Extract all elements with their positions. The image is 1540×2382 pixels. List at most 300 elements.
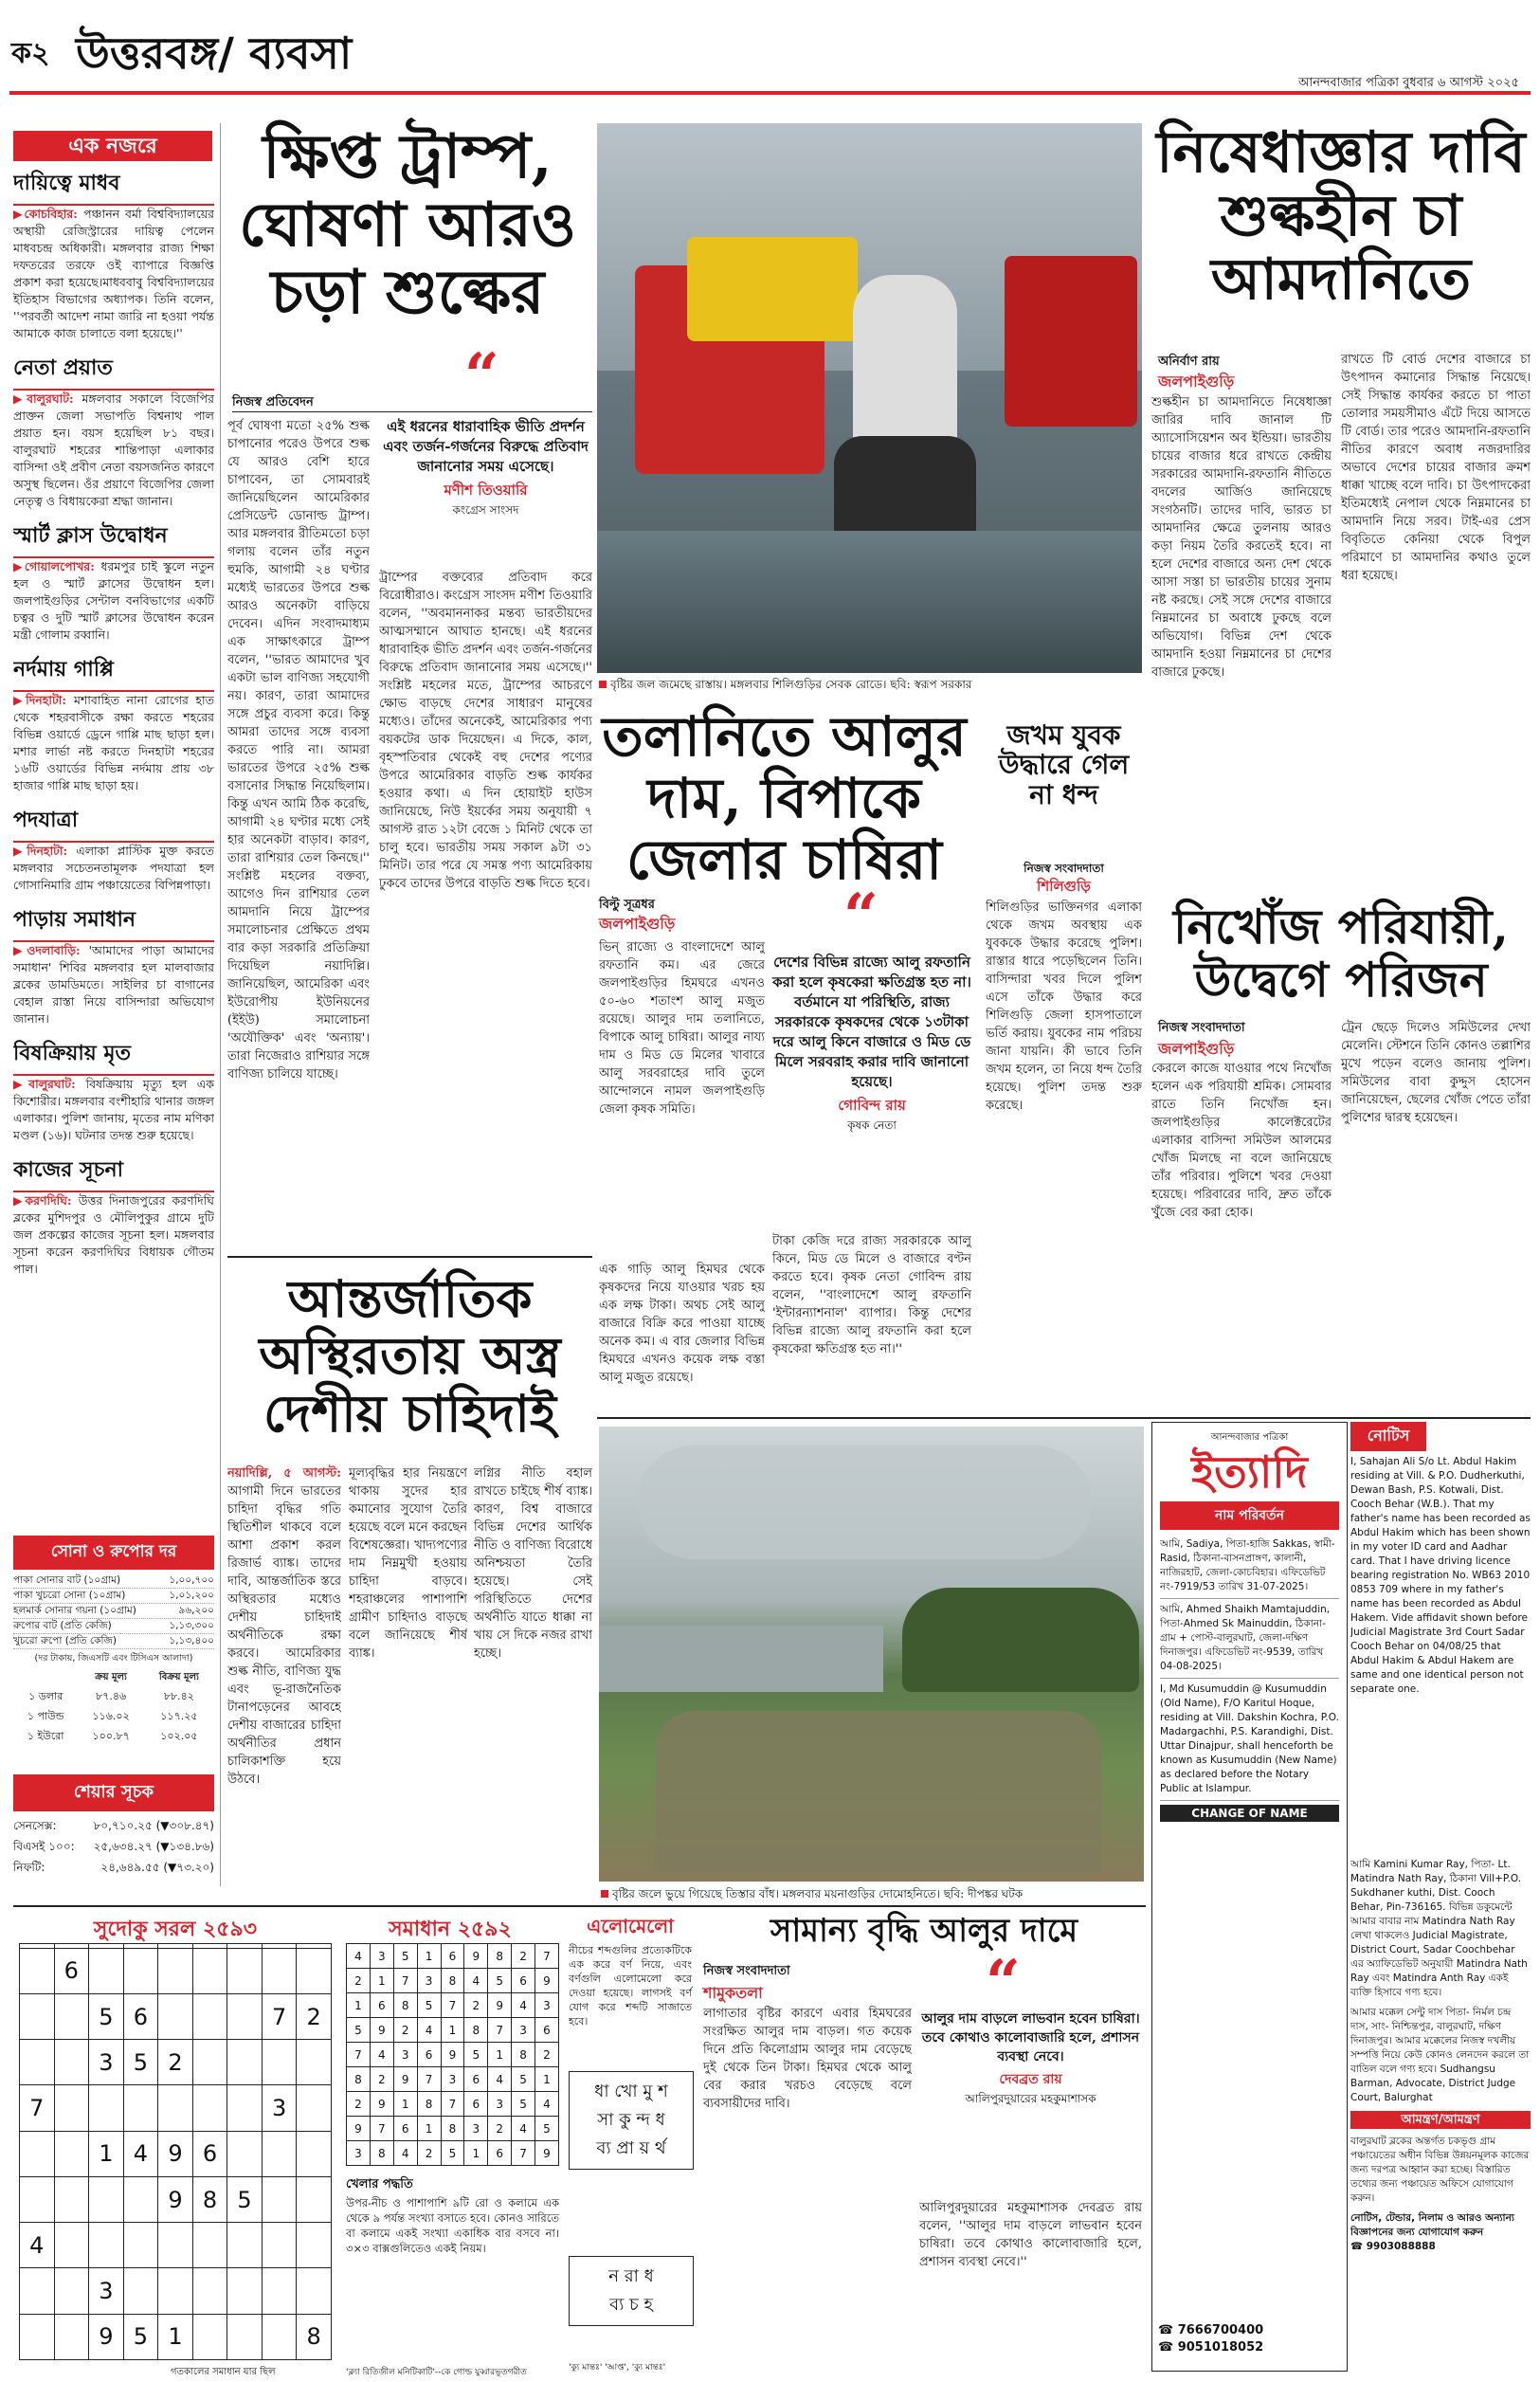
solution-cell: 4 (347, 1944, 371, 1969)
solution-cell: 5 (441, 2141, 464, 2166)
trump-quote-text: এই ধরনের ধারাবাহিক ভীতি প্রদর্শন এবং তর্জন-গর্জনের বিরুদ্ধে প্রতিবাদ জানানোর সময় এসেছে। (383, 418, 589, 475)
sudoku-cell[interactable]: 3 (89, 2268, 124, 2314)
sudoku-cell[interactable] (297, 2040, 332, 2085)
sudoku-cell[interactable] (89, 2085, 124, 2131)
sudoku-cell[interactable] (20, 2268, 55, 2314)
sudoku-cell[interactable]: 6 (192, 2131, 227, 2176)
alomelo-box (569, 2071, 694, 2170)
sudoku-cell[interactable] (192, 2268, 227, 2314)
solution-cell: 4 (512, 2117, 535, 2141)
sudoku-cell[interactable] (297, 2131, 332, 2176)
sudoku-cell[interactable]: 5 (123, 2040, 158, 2085)
trump-quote-role: কংগ্রেস সাংসদ (452, 503, 519, 517)
sudoku-cell[interactable] (262, 2131, 297, 2176)
tea-dateline: জলপাইগুড়ি (1158, 373, 1235, 391)
solution-cell: 9 (464, 1944, 488, 1969)
alomelo-title: এলোমেলো (587, 1915, 674, 1937)
solution-cell: 4 (512, 1993, 535, 2018)
solution-cell: 7 (417, 2067, 441, 2092)
sudoku-cell[interactable] (20, 2040, 55, 2085)
solution-cell: 8 (393, 1993, 417, 2018)
solution-cell: 8 (347, 2067, 371, 2092)
solution-cell: 8 (370, 2141, 393, 2166)
fx-row (13, 1687, 214, 1707)
sudoku-cell[interactable] (262, 2176, 297, 2222)
solution-cell: 1 (488, 2043, 512, 2067)
solution-cell: 3 (417, 1969, 441, 1993)
fx-cell: ১০০.৮৭ (92, 1730, 130, 1742)
notice-text-1: I, Sahajan Ali S/o Lt. Abdul Hakim residing at Vill. & P.O. Dudherkuthi, Dewan Bash, P.S. Kotwali, Dist. Cooch Behar (W.B.). That my father's name has been recorded as Abdul Hakim which has been shown in my voter ID card and Aadhar card. That I have driving licence bearing registration No. WB63 2010 0853 709 where in my father's name has been recorded as Abdul Hakem. Vide affidavit shown before Judicial Magistrate 3rd Court Sadar Cooch Behar on 04/08/25 that Abdul Hakim & Abdul Hakem are same and one identical person not separate one. (1350, 1456, 1531, 1695)
solution-cell: 7 (370, 2117, 393, 2141)
share-value: ২৪,৬৪৯.৫৫ (▼৭৩.২০) (100, 1861, 214, 1874)
potato-quote-text: দেশের বিভিন্ন রাজ্যে আলু রফতানি করা হলে কৃষকেরা ক্ষতিগ্রস্ত হত না। বর্তমানে যা পরিস্থিতি, রাজ্য সরকারকে কৃষকদের থেকে ১৩টাকা দরে আলু কিনে বাজারে ও মিড ডে মিলে সরবরাহ করার দাবি জানানো হয়েছে। (772, 954, 971, 1090)
potato-quote (772, 953, 971, 1136)
amantran-title: আমন্ত্রণ/আমন্ত্রণ (1350, 2111, 1531, 2129)
change-of-name-title: CHANGE OF NAME (1160, 1805, 1339, 1822)
solution-row (347, 2018, 559, 2043)
notice-contact: নোটিস, টেন্ডার, নিলাম ও আরও অন্যান্য বিজ্ঞাপনের জন্য যোগাযোগ করুন (1350, 2212, 1514, 2238)
gold-value: ১,১৩,৩০০ (169, 1620, 214, 1631)
brief-place: ▶দিনহাটা: (13, 844, 77, 858)
gold-value: ৯৬,২০০ (178, 1605, 214, 1616)
solution-cell: 5 (488, 1969, 512, 1993)
aloo-quote-text: আলুর দাম বাড়লে লাভবান হবেন চাষিরা। তবে কোথাও কালোবাজারি হলে, প্রশাসন ব্যবস্থা নেবে। (921, 2011, 1140, 2064)
potato-col1: ভিন্ রাজ্যে ও বাংলাদেশে আলু রফতানি কম। এর জেরে জলপাইগুড়ির হিমঘরে এখনও ৫০-৬০ শতাংশ আলু মজুত রয়েছে। আলুর দাম তলানিতে, বিপাকে আলু চাষিরা। আলুর নায্য দাম ও মিড ডে মিলের খাবারে আলু সরবরাহের দাবি তুলে আন্দোলনে নামল জলপাইগুড়ি জেলা কৃষক সমিতি। (599, 940, 765, 1117)
fx-table (13, 1669, 214, 1747)
sudoku-cell[interactable] (192, 2223, 227, 2268)
phone-number (1158, 2322, 1348, 2339)
sudoku-cell[interactable]: 9 (158, 2176, 193, 2222)
brief-place: ▶গোয়ালপোখর: (13, 559, 101, 573)
sudoku-cell[interactable]: 7 (20, 2085, 55, 2131)
section-title: উত্তরবঙ্গ/ ব্যবসা (76, 27, 353, 79)
solution-cell: 7 (441, 2092, 464, 2117)
trump-col2: ট্রাম্পের বক্তব্যের প্রতিবাদ করে বিরোধীরাও। কংগ্রেস সাংসদ মণীশ তিওয়ারি বলেন, ''অবমাননাকর মন্তব্য ভারতীয়দের আত্মসম্মানে আঘাত হানছে। এই ধরনের ধারাবাহিক ভীতি প্রদর্শন এবং তর্জন-গর্জনের বিরুদ্ধে প্রতিবাদ জানানোর সময় এসেছে।'' সংশ্লিষ্ট মহলের মতে, ট্রাম্পের আচরণে ক্ষোভ বাড়ছে দেশের সাধারণ মানুষের মধ্যেও। তাঁদের অনেকেই, আমেরিকার পণ্য বয়কটের ডাক দিয়েছেন। এ দিকে, কাল, বৃহস্পতিবার থেকেই বহু দেশের পণ্যের উপরে আমেরিকার বাড়তি শুল্ক কার্যকর হওয়ার কথা। এ দিন হোয়াইট হাউস জানিয়েছে, নিউ ইয়র্কের সময় অনুযায়ী ৭ আগস্ট রাত ১২টা বেজে ১ মিনিট থেকে তা চালু হবে। ভারতীয় সময় সকাল ৯টা ৩১ মিনিট। তার পরে যে সমস্ত পণ্য আমেরিকায় ঢুকবে তাদের উপরে বাড়তি শুল্ক দিতে হবে। (379, 571, 592, 891)
sudoku-cell[interactable] (192, 1948, 227, 1993)
missing-col2: ট্রেন ছেড়ে দিলেও সমিউলের দেখা মেলেনি। স্টেশনে তিনি কোনও তল্লাশির মুখে পড়েন বলেও জানায় পুলিশ। সমিউলের বাবা কুদ্দুস হোসেন জানিয়েছেন, ছেলের খোঁজ পেতে তাঁরা পুলিশের দ্বারস্থ হয়েছেন। (1341, 1021, 1531, 1125)
notice-text-3: আমি Kamini Kumar Ray, পিতা- Lt. Matindra Nath Ray, ঠিকানা Vill+P.O. Sukdhaner kuthi, Dist. Cooch Behar, Pin-736165. বিভিন্ন ডকুমেন্টে আমার বাবার নাম Matindra Nath Ray লেখা থাকলেও Judicial Magistrate, District Court, Sadar Coochbehar এর অ্যাফিডেভিট অনুযায়ী Matindra Nath Ray এবং Matindra Anth Ray একই ব্যক্তি হিসাবে গণ্য হবে। (1350, 1859, 1528, 1998)
phone-numbers (1158, 2322, 1348, 2356)
sudoku-row (20, 1993, 332, 2039)
sudoku-cell[interactable] (227, 2268, 263, 2314)
solution-cell: 9 (393, 2067, 417, 2092)
solution-row (347, 1944, 559, 1969)
solution-cell: 2 (417, 2141, 441, 2166)
caption-marker-icon (601, 1890, 608, 1898)
sudoku-row (20, 2040, 332, 2085)
solution-cell: 3 (347, 2141, 371, 2166)
solution-cell: 1 (417, 2117, 441, 2141)
sudoku-cell[interactable]: 2 (158, 2040, 193, 2085)
solution-cell: 2 (535, 2043, 559, 2067)
sudoku-cell[interactable] (297, 2085, 332, 2131)
sudoku-cell[interactable] (54, 2176, 89, 2222)
notice-text-4: আমার মক্কেল সেন্টু দাস পিতা- নির্মল চন্দ্র দাস, সাং- নিশ্চিন্তপুর, বালুরঘাট, দক্ষিণ দিনাজপুর। আমার মক্কেলের নিজস্ব দখলীয় সম্পত্তি নিয়ে কেউ কোনও লেনদেন করলে তা বাতিল বলে গণ্য হবে। Sudhangsu Barman, Advocate, District Judge Court, Balurghat (1350, 2007, 1530, 2103)
brief-item (13, 903, 214, 1027)
share-name: বিএসই ১০০: (13, 1840, 75, 1853)
alomelo-rules (346, 2175, 559, 2256)
embankment (656, 1711, 1101, 1872)
solution-cell: 4 (464, 1969, 488, 1993)
brief-place: ▶ওদলাবাড়ি: (13, 943, 89, 957)
trump-byline: নিজস্ব প্রতিবেদন (232, 395, 314, 409)
sudoku-cell[interactable] (20, 1993, 55, 2039)
share-title: শেয়ার সূচক (13, 1774, 214, 1811)
phone-icon: ☎ (1350, 2241, 1367, 2252)
solution-cell: 1 (347, 1993, 371, 2018)
solution-cell: 9 (370, 2018, 393, 2043)
sudoku-row (20, 2131, 332, 2176)
alomelo-answer: 'ক্যু মান্তঃ' 'আপ্ত', 'ক্যু মান্তঃ' (569, 2363, 666, 2373)
sudoku-cell[interactable] (158, 2223, 193, 2268)
solution-cell: 7 (393, 1969, 417, 1993)
share-panel (13, 1774, 214, 1878)
sudoku-cell[interactable] (158, 2085, 193, 2131)
solution-cell: 9 (441, 2043, 464, 2067)
sudoku-cell[interactable] (158, 1948, 193, 1993)
sudoku-cell[interactable] (20, 1948, 55, 1993)
fx-header-cell (13, 1669, 78, 1687)
sudoku-cell[interactable] (20, 2131, 55, 2176)
notice-title: নোটিস (1350, 1422, 1426, 1451)
sudoku-cell[interactable]: 5 (123, 2314, 158, 2359)
water-splash (597, 531, 1142, 673)
sudoku-cell[interactable]: 7 (262, 1993, 297, 2039)
sudoku-cell[interactable] (227, 1948, 263, 1993)
sudoku-cell[interactable] (54, 2131, 89, 2176)
sudoku-cell[interactable] (54, 2314, 89, 2359)
brief-body (13, 558, 214, 644)
sudoku-cell[interactable] (54, 2040, 89, 2085)
phone-icon: ☎ (1158, 2340, 1178, 2355)
gold-row (13, 1589, 214, 1604)
sudoku-cell[interactable]: 1 (89, 2131, 124, 2176)
brief-heading: স্মার্ট ক্লাস উদ্বোধন (13, 519, 214, 558)
solution-cell: 5 (393, 1944, 417, 1969)
sudoku-cell[interactable]: 6 (54, 1948, 89, 1993)
brief-item (13, 1154, 214, 1278)
missing-dateline: জলপাইগুড়ি (1158, 1040, 1235, 1058)
solution-cell: 8 (441, 1969, 464, 1993)
gold-value: ১,১৩,৪০০ (169, 1635, 214, 1646)
aloo-quote (919, 2009, 1142, 2108)
solution-cell: 9 (488, 1993, 512, 2018)
intl-col3: লগ্নির নীতি বহাল রাখতে চাইছে শীর্ষ ব্যাঙ্ক। কারণ, বিশ্ব বাজারে বিভিন্ন দেশের আর্থিক নীতি ও বাণিজ্য বিরোধে অনিশ্চয়তা তৈরি হয়েছে। সেই পরিস্থিতিতে দেশের অর্থনীতি যাতে ধাক্কা না খায় সে দিকে নজর রাখা হচ্ছে। (474, 1466, 592, 1661)
trump-col1: পূর্ব ঘোষণা মতো ২৫% শুল্ক চাপানোর পরেও উপরে শুল্ক যে আরও বেশি হারে চাপাবেন, তা সোমবারই জানিয়েছিলেন আমেরিকার প্রেসিডেন্ট ডোনাল্ড ট্রাম্প। আর মঙ্গলবার রীতিমতো চড়া গলায় বলেন তাঁর নতুন হুমকি, আগামী ২৪ ঘণ্টার মধ্যেই ভারতের উপরে শুল্ক আরও অনেকটা বাড়িয়ে দেবেন। এদিন সংবাদমাধ্যম এক সাক্ষাৎকারে ট্রাম্প বলেন, ''ভারত আমাদের খুব একটা ভাল বাণিজ্য সহযোগী নয়। কারণ, তারা আমাদের সঙ্গে প্রচুর ব্যবসা করে। কিন্তু আমরা তাদের সঙ্গে ব্যবসা করতে পারি না। আমরা ভারতের উপরে ২৫% শুল্ক বসানোর সিদ্ধান্ত নিয়েছিলাম। কিন্তু এখন আমি ঠিক করেছি, আগামী ২৪ ঘণ্টার মধ্যে সেই হার অনেকটা বাড়াব। কারণ, তারা রাশিয়ার তেল কিনছে।'' সংশ্লিষ্ট মহলের বক্তব্য, আগেও দিন রাশিয়ার তেল আমদানি নিয়ে ট্রাম্পের সমালোচনার প্রেক্ষিতে প্রথম বার কড়া সরকারি প্রতিক্রিয়া দিয়েছিল নয়াদিল্লি। জানিয়েছিল, আমেরিকা এবং ইউরোপীয় ইউনিয়নের (ইইউ) সমালোচনা 'অযৌক্তিক' এবং 'অন্যায়'। তারা নিজেরাও রাশিয়ার সঙ্গে বাণিজ্য চালিয়ে যাচ্ছে। (227, 419, 370, 1082)
sudoku-cell[interactable] (227, 2131, 263, 2176)
missing-headline: নিখোঁজ পরিযায়ী, উদ্বেগে পরিজন (1173, 899, 1509, 1008)
rules-text: উপর-নীচ ও পাশাপাশি ৯টি রো ও কলামে এক থেকে ৯ পর্যন্ত সংখ্যা বসাতে হবে। কোনও সারিতে বা কলামে একই সংখ্যা একাধিক বার বসবে না। ৩×৩ বাক্সগুলিতেও একই নিয়ম। (346, 2196, 559, 2255)
aloo-dateline: শামুকতলা (703, 1984, 763, 2002)
brief-body (13, 206, 214, 342)
share-rows (13, 1815, 214, 1878)
brief-item (13, 519, 214, 644)
solution-cell: 3 (464, 2117, 488, 2141)
fx-cell: ৮৭.৪৬ (96, 1690, 127, 1702)
fx-header-cell: ক্রয় মূল্য (95, 1672, 127, 1682)
classified-ad: আমি, Ahmed Shaikh Mamtajuddin, পিতা-Ahmed Sk Mainuddin, ঠিকানা-গ্রাম + পোস্ট-বালুরঘাট, জেলা-দক্ষিণ দিনাজপুর। এফিডেভিট নং-9539, তারিখ 04-08-2025। (1160, 1599, 1339, 1679)
aloo-headline: সামান্য বৃদ্ধি আলুর দামে (770, 1912, 1078, 1950)
solution-cell: 8 (417, 2092, 441, 2117)
sudoku-row (20, 2268, 332, 2314)
brief-body (13, 1076, 214, 1144)
sudoku-cell[interactable] (192, 2040, 227, 2085)
ityadi-title: ইত্যাদি (1191, 1446, 1308, 1498)
aloo-text-2: আলিপুরদুয়ারের মহকুমাশাসক দেবব্রত রায় বলেন, ''আলুর দাম বাড়লে লাভবান হবেন চাষিরা। তবে কোথাও কালোবাজারি হলে, প্রশাসন ব্যবস্থা নেবে।'' (919, 2201, 1142, 2269)
river-caption-text: বৃষ্টির জলে ভুয়ে গিয়েছে তিস্তার বাঁধ। মঙ্গলবার ময়নাগুড়ির দোমোহনিতে। ছবি: দীপঙ্কর ঘটক (612, 1887, 1024, 1900)
gold-panel (13, 1536, 214, 1747)
phone-number (1350, 2240, 1531, 2254)
share-row (13, 1857, 214, 1878)
rain-caption (599, 677, 1144, 692)
caption-marker-icon (599, 681, 607, 688)
intl-headline: আন্তর্জাতিক অস্থিরতায় অস্ত্র দেশীয় চাহিদাই (259, 1268, 561, 1444)
sudoku-cell[interactable] (20, 2176, 55, 2222)
sudoku-cell[interactable] (227, 2040, 263, 2085)
tea-headline: নিষেধাজ্ঞার দাবি শুল্কহীন চা আমদানিতে (1156, 119, 1526, 314)
sudoku-cell[interactable] (89, 2176, 124, 2222)
sudoku-cell[interactable] (89, 2223, 124, 2268)
aloo-byline: নিজস্ব সংবাদদাতা (703, 1964, 790, 1978)
solution-cell: 4 (535, 2092, 559, 2117)
solution-cell: 8 (464, 2018, 488, 2043)
solution-cell: 3 (512, 2018, 535, 2043)
tea-col1: শুল্কহীন চা আমদানিতে নিষেধাজ্ঞা জারির দাবি জানাল টি অ্যাসোসিয়েশন অব ইন্ডিয়া। ভারতীয় চায়ের বাজার ধরে রাখতে কেন্দ্রীয় সরকারের আমদানি-রফতানি নীতিতে বদলের আর্জিও জানিয়েছে সংগঠনটি। তাদের দাবি, ভারত চা আমদানির ক্ষেত্রে তুলনায় আরও কড়া নিয়ম তৈরি করতেই হবে। না হলে দেশের বাজারে অন্য দেশ থেকে আসা সস্তা চা ভারতীয় চায়ের সুনাম নষ্ট করছে। সেই সঙ্গে দেশের বাজারে নিম্নমানের চা অবাধে ঢুকছে বলে অভিযোগ। বিভিন্ন দেশ থেকে আমদানি হওয়া নিম্নমানের চা দেশের বাজারে ঢুকছে। (1151, 395, 1332, 680)
solution-cell: 7 (347, 2043, 371, 2067)
sudoku-row (20, 2314, 332, 2359)
brief-text: এলাকা প্লাস্টিক মুক্ত করতে মঙ্গলবার সচেতনতামূলক পদযাত্রা হল গোসানিমারি গ্রাম পঞ্চায়েতের বিপিন্নপাড়া। (13, 844, 214, 892)
alomelo-row: ব্য চ হ (609, 2295, 653, 2315)
solution-title: সমাধান ২৫৯২ (389, 1917, 512, 1941)
fx-row (13, 1727, 214, 1747)
sudoku-cell[interactable] (262, 2223, 297, 2268)
phone-icon: ☎ (1158, 2323, 1178, 2337)
sudoku-cell[interactable] (262, 2268, 297, 2314)
sudoku-row (20, 1948, 332, 1993)
brief-body (13, 942, 214, 1027)
solution-cell: 7 (535, 1944, 559, 1969)
sidebar-briefs (13, 167, 214, 1503)
notice-text-5: বালুরঘাট ব্লকের অন্তর্গত চকভৃগু গ্রাম পঞ্চায়েতের অধীন বিভিন্ন উন্নয়নমূলক কাজের জন্য দরপত্র আহ্বান করা হচ্ছে। বিস্তারিত তথ্যের জন্য পঞ্চায়েত অফিসে যোগাযোগ করুন। (1350, 2136, 1530, 2204)
sudoku-cell[interactable]: 9 (158, 2131, 193, 2176)
brief-item (13, 653, 214, 794)
notice-text-2 (1151, 1422, 1152, 1423)
sudoku-cell[interactable] (158, 1993, 193, 2039)
sudoku-cell[interactable]: 6 (123, 1993, 158, 2039)
sudoku-cell[interactable]: 8 (297, 2314, 332, 2359)
byline-rule (232, 411, 592, 412)
fx-cell: ১০২.০৫ (160, 1730, 198, 1742)
sudoku-title: সুদোকু সরল ২৫৯৩ (93, 1917, 258, 1941)
sudoku-cell[interactable]: 8 (192, 2176, 227, 2222)
gold-row (13, 1604, 214, 1619)
sudoku-cell[interactable]: 4 (123, 2131, 158, 2176)
sudoku-cell[interactable]: 1 (158, 2314, 193, 2359)
brief-text: বিষক্রিয়ায় মৃত্যু হল এক কিশোরীর। মঙ্গলবার বংশীহারি থানার জঙ্গল এলাকার। পুলিশ জানায়, মৃতের নাম মণিকা মণ্ডল (১৬)। ঘটনার তদন্ত শুরু হয়েছে। (13, 1077, 214, 1142)
solution-cell: 7 (488, 2018, 512, 2043)
sudoku-cell[interactable] (158, 2268, 193, 2314)
solution-cell: 8 (441, 2117, 464, 2141)
gold-note: (দর টাকায়, জিএসটি এবং টিসিএস আলাদা) (34, 1653, 193, 1664)
solution-cell: 2 (347, 1969, 371, 1993)
solution-cell: 7 (441, 1993, 464, 2018)
missing-byline: নিজস্ব সংবাদদাতা (1158, 1021, 1245, 1035)
gold-label: পাকা খুচরো সোনা (১০গ্রাম) (13, 1590, 126, 1601)
aloo-quote-name: দেবব্রত রায় (999, 2072, 1062, 2087)
alomelo-row: ব্য প্রা য় র্থ (596, 2138, 666, 2158)
notice-col (1350, 1858, 1531, 2370)
solution-cell: 2 (488, 2117, 512, 2141)
phone-2: 9051018052 (1177, 2340, 1264, 2355)
solution-grid (346, 1943, 559, 2166)
intl-col2: মূল্যবৃদ্ধির হার নিয়ন্ত্রণে থাকায় সুদের হার কমানোর সুযোগ তৈরি হয়েছে বলে মনে করছেন বিশেষজ্ঞেরা। খাদ্যপণ্যের দাম নিম্নমুখী হওয়ায় চাহিদা বাড়বে। শহরাঞ্চলের পাশাপাশি গ্রামীণ চাহিদাও বাড়ছে বলে জানিয়েছে শীর্ষ ব্যাঙ্ক। (349, 1466, 467, 1661)
sudoku-cell[interactable]: 3 (89, 2040, 124, 2085)
fx-cell: ১১৭.২৫ (160, 1710, 198, 1722)
sidebar-header (13, 131, 212, 161)
sudoku-cell[interactable] (297, 2176, 332, 2222)
solution-cell: 5 (417, 1993, 441, 2018)
sudoku-cell[interactable] (192, 1993, 227, 2039)
sudoku-cell[interactable] (54, 2085, 89, 2131)
sudoku-cell[interactable] (123, 2085, 158, 2131)
brief-body (13, 1192, 214, 1278)
phone-3: 9903088888 (1366, 2241, 1436, 2252)
brief-heading: দায়িত্বে মাধব (13, 167, 214, 206)
ityadi-panel (1151, 1422, 1348, 2372)
intl-col1-text: আগামী দিনে ভারতের চাহিদা বৃদ্ধির গতি স্থিতিশীল থাকবে বলে আশা প্রকাশ করল রিজার্ভ ব্যাঙ্ক। তাদের দাবি, আন্তর্জাতিক স্তরে অস্থিরতার মধ্যেও দেশীয় চাহিদাই অর্থনীতিকে রক্ষা করবে। আমেরিকার শুল্ক নীতি, বাণিজ্য যুদ্ধ এবং ভূ-রাজনৈতিক টানাপড়েনের আবহে দেশীয় বাজারের চাহিদা অর্থনীতির প্রধান চালিকাশক্তি হয়ে উঠবে। (227, 1484, 341, 1787)
brief-heading: নেতা প্রয়াত (13, 352, 214, 391)
gold-title: সোনা ও রুপোর দর (13, 1536, 214, 1570)
share-value: ৮০,৭১০.২৫ (▼৩০৮.৪৭) (93, 1819, 214, 1832)
solution-row (347, 2067, 559, 2092)
sudoku-cell[interactable] (20, 2314, 55, 2359)
solution-cell: 3 (441, 2067, 464, 2092)
gold-value: ১,০১,২০০ (169, 1590, 214, 1601)
brief-body (13, 843, 214, 894)
trump-quote-name: মণীশ তিওয়ারি (444, 482, 528, 499)
aloo-text: লাগাতার বৃষ্টির কারণে এবার হিমঘরের সংরক্ষিত আলুর দাম বাড়ল। গত কয়েক দিনে প্রতি কিলোগ্রাম আলুর দাম বেড়েছে দুই থেকে তিন টাকা। হিমঘর থেকে আলু বের করার খরচও বেড়েছে বলে ব্যবসায়ীদের দাবি। (703, 2007, 912, 2111)
section-rule (13, 1905, 1146, 1907)
solution-row (347, 1969, 559, 1993)
sudoku-cell[interactable] (54, 1993, 89, 2039)
classified-ad: I, Md Kusumuddin @ Kusumuddin (Old Name), F/O Karitul Hoque, residing at Vill. Dakshin Kochra, P.O. Madargachhi, P.S. Karandighi, Dist. Uttar Dinajpur, shall henceforth be known as Kusumuddin (New Name) as declared before the Notary Public at Islampur. (1160, 1679, 1339, 1801)
solution-cell: 3 (535, 1993, 559, 2018)
brief-place: ▶বালুরঘাট: (13, 1077, 86, 1091)
brief-heading: পাড়ায় সমাধান (13, 903, 214, 942)
gold-value: ১,০০,৭০০ (169, 1574, 214, 1586)
solution-row (347, 2141, 559, 2166)
brief-place: ▶দিনহাটা: (13, 693, 74, 707)
potato-col3: টাকা কেজি দরে রাজ্য সরকারকে আলু কিনে, মিড ডে মিলে ও বাজারে বণ্টন করতে হবে। কৃষক নেতা গোবিন্দ রায় বলেন, ''বাংলাদেশে আলু রফতানি 'ইন্টারন্যাশনাল' ব্যাপার। কিন্তু দেশের বিভিন্ন রাজ্যে আলু রফতানি করা হলে কৃষকেরা ক্ষতিগ্রস্ত হত না।'' (772, 1234, 971, 1356)
solution-cell: 6 (512, 1969, 535, 1993)
ityadi-ads (1152, 1534, 1347, 1801)
solution-cell: 8 (512, 2043, 535, 2067)
brief-text: উত্তর দিনাজপুরের করণদিঘি ব্লকের মুশিদপুর ও মৌলিপুকুর গ্রামে দুটি জল প্রকল্পের কাজের সূচনা হল। মঙ্গলবার সূচনা করেন করণদিঘির বিধায়ক গৌতম পাল। (13, 1193, 214, 1276)
sudoku-cell[interactable] (227, 2223, 263, 2268)
sudoku-cell[interactable] (227, 2085, 263, 2131)
sudoku-cell[interactable]: 9 (89, 2314, 124, 2359)
brief-place: ▶কোচবিহার: (13, 207, 84, 221)
tree-cluster (902, 1588, 1139, 1692)
potato-quote-name: গোবিন্দ রায় (838, 1097, 906, 1114)
solution-cell: 4 (488, 2067, 512, 2092)
potato-headline: তলানিতে আলুর দাম, বিপাকে জেলার চাষিরা (602, 704, 967, 892)
sudoku-cell[interactable] (192, 2085, 227, 2131)
phone-number (1158, 2339, 1348, 2356)
solution-cell: 3 (488, 2092, 512, 2117)
sudoku-cell[interactable]: 5 (89, 1993, 124, 2039)
potato-col2: এক গাড়ি আলু হিমঘর থেকে কৃষকদের নিয়ে যাওয়ার খরচ হয় এক লক্ষ টাকা। অথচ সেই আলু বাজারে বিক্রি করে পাওয়া যাচ্ছে অনেক কম। এ বার জেলার বিভিন্ন হিমঘরে এখনও কয়েক লক্ষ বস্তা আলু মজুত রয়েছে। (599, 1263, 765, 1385)
share-name: নিফটি: (13, 1861, 45, 1874)
sudoku-cell[interactable]: 5 (227, 2176, 263, 2222)
solution-cell: 4 (417, 2018, 441, 2043)
solution-cell: 4 (393, 2141, 417, 2166)
potato-byline: বিল্টু সূত্রধর (599, 898, 655, 912)
alomelo-row: সা কু ন্দ ধ (597, 2110, 665, 2130)
solution-cell: 5 (512, 2092, 535, 2117)
divider (220, 123, 221, 1886)
solution-cell: 6 (464, 2092, 488, 2117)
sudoku-cell[interactable] (297, 1948, 332, 1993)
sudoku-row (20, 2176, 332, 2222)
solution-cell: 1 (441, 2018, 464, 2043)
sudoku-cell[interactable] (262, 1948, 297, 1993)
sudoku-cell[interactable] (262, 2314, 297, 2359)
solution-cell: 5 (347, 2018, 371, 2043)
solution-cell: 9 (535, 2141, 559, 2166)
fx-header-cell: বিক্রয় মূল্য (158, 1672, 199, 1682)
solution-cell: 1 (417, 1944, 441, 1969)
share-row (13, 1836, 214, 1857)
sudoku-cell[interactable] (227, 2314, 263, 2359)
sudoku-cell[interactable] (54, 2268, 89, 2314)
sudoku-cell[interactable]: 2 (297, 1993, 332, 2039)
sudoku-cell[interactable] (123, 1948, 158, 1993)
sidebar-title: এক নজরে (68, 134, 157, 158)
sudoku-grid (19, 1943, 332, 2360)
sudoku-cell[interactable] (262, 2040, 297, 2085)
fx-cell: ১১৬.০২ (92, 1710, 130, 1722)
alomelo-row: ন রা ধ (608, 2266, 654, 2286)
sudoku-cell[interactable] (297, 2223, 332, 2268)
solution-row (347, 2092, 559, 2117)
sudoku-cell[interactable]: 3 (262, 2085, 297, 2131)
sudoku-cell[interactable] (123, 2268, 158, 2314)
sudoku-cell[interactable] (54, 2223, 89, 2268)
rickshaw-right (1005, 256, 1137, 427)
page-number: ক২ (11, 37, 50, 70)
trump-quote (379, 417, 592, 520)
ityadi-sub: আনন্দবাজার পত্রিকা (1210, 1432, 1289, 1443)
sudoku-cell[interactable] (192, 2314, 227, 2359)
sudoku-cell[interactable] (297, 2268, 332, 2314)
brief-body (13, 692, 214, 794)
sudoku-cell[interactable] (89, 1948, 124, 1993)
sudoku-cell[interactable] (227, 1993, 263, 2039)
sudoku-cell[interactable] (123, 2223, 158, 2268)
masthead-rule (9, 91, 1531, 95)
solution-cell: 1 (535, 2067, 559, 2092)
solution-cell: 9 (535, 1969, 559, 1993)
fx-cell: ৮৮.৪২ (163, 1690, 194, 1702)
trump-headline: ক্ষিপ্ত ট্রাম্প, ঘোষণা আরও চড়া শুল্কের (239, 121, 576, 329)
fx-row (13, 1707, 214, 1727)
solution-cell: 1 (370, 1969, 393, 1993)
sudoku-cell[interactable] (123, 2176, 158, 2222)
sudoku-cell[interactable]: 4 (20, 2223, 55, 2268)
quote-mark-icon: “ (986, 1947, 1021, 2018)
solution-cell: 2 (464, 1993, 488, 2018)
